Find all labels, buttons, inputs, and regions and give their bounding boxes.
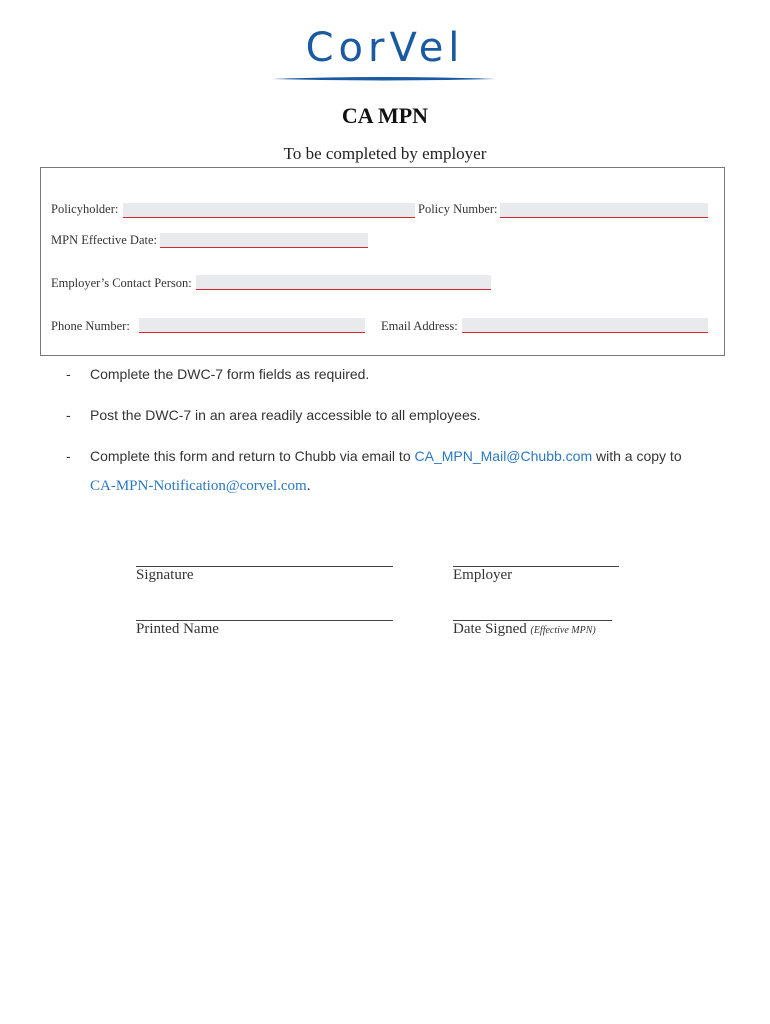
instruction-text: Post the DWC-7 in an area readily accessible to all employees. [90, 407, 481, 423]
page-title: CA MPN [341, 103, 429, 128]
phone-number-field[interactable] [139, 318, 365, 333]
bullet-dash: - [66, 448, 71, 464]
list-item [66, 448, 682, 464]
policyholder-field[interactable] [123, 203, 415, 218]
instruction-text: Complete the DWC-7 form fields as required. [90, 366, 370, 382]
bullet-dash: - [66, 407, 71, 423]
corvel-email-link[interactable]: CA-MPN-Notification@corvel.com [90, 478, 307, 494]
corvel-logo [0, 26, 770, 70]
instruction-period: . [306, 478, 311, 494]
list-item [66, 407, 481, 423]
mpn-effective-date-field[interactable] [160, 233, 368, 248]
instruction-text: with a copy to [592, 448, 682, 464]
logo-swoosh [272, 76, 496, 82]
policy-number-field[interactable] [500, 203, 708, 218]
contact-person-field[interactable] [196, 275, 491, 290]
logo-part-cor: Cor [305, 25, 390, 71]
logo-part-vel: Vel [389, 25, 465, 71]
employer-form-box [40, 167, 725, 356]
instruction-text: Complete this form and return to Chubb via email to [90, 448, 415, 464]
policyholder-label: Policyholder: [51, 202, 119, 216]
signature-label: Signature [136, 567, 194, 583]
phone-number-label: Phone Number: [51, 319, 130, 333]
corvel-logo-text [306, 25, 465, 71]
date-signed-text: Date Signed [453, 621, 527, 637]
list-item [66, 366, 369, 382]
printed-name-label: Printed Name [136, 621, 219, 637]
policy-number-label: Policy Number: [418, 202, 498, 216]
date-signed-label [453, 621, 596, 638]
contact-person-label: Employer’s Contact Person: [51, 276, 192, 290]
list-item-continuation [90, 477, 310, 495]
bullet-dash: - [66, 366, 71, 382]
email-address-field[interactable] [462, 318, 708, 333]
employer-label: Employer [453, 567, 513, 583]
email-address-label: Email Address: [381, 319, 458, 333]
date-signed-note: (Effective MPN) [530, 625, 596, 636]
page-subtitle: To be completed by employer [283, 144, 487, 163]
chubb-email-link[interactable]: CA_MPN_Mail@Chubb.com [414, 448, 593, 464]
mpn-effective-date-label: MPN Effective Date: [51, 233, 157, 247]
